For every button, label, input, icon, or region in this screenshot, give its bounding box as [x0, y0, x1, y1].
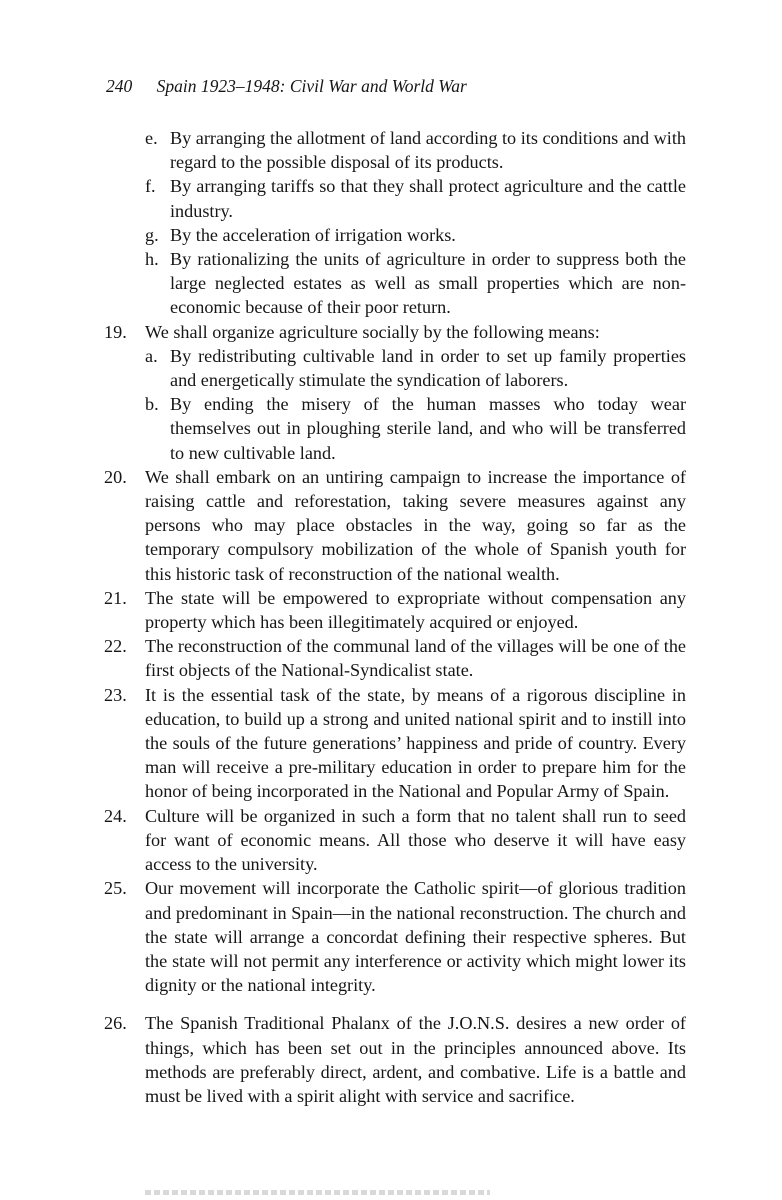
running-title: Spain 1923–1948: Civil War and World War	[156, 76, 467, 96]
point-text: The reconstruction of the communal land of the villages will be one of the first objects of the National-Syndicalist state.	[145, 636, 686, 681]
point-number: 26.	[104, 1013, 127, 1034]
point-text: By redistributing cultivable land in order to set up family properties and energetically stimulate the syndication of laborers.	[170, 345, 686, 391]
point-number: 22.	[104, 636, 127, 657]
point-number: 19.	[104, 321, 127, 342]
sub-point-e	[0, 126, 686, 174]
point-25	[0, 876, 686, 997]
manifesto-points	[0, 126, 782, 1108]
point-label: b.	[145, 394, 159, 415]
point-number: 24.	[104, 805, 127, 826]
point-21	[0, 586, 686, 634]
point-text: By the acceleration of irrigation works.	[170, 224, 456, 245]
point-text: We shall organize agriculture socially by the following means:	[145, 321, 600, 342]
point-22	[0, 634, 686, 682]
point-number: 21.	[104, 587, 127, 608]
point-26	[0, 1011, 686, 1108]
point-text: It is the essential task of the state, by means of a rigorous discipline in education, to build up a strong and united national spirit and to instill into the souls of the future generations’ happiness and pride of country. Every man will receive a pre-military education in order to prepare him for the honor of being incorporated in the National and Popular Army of Spain.	[145, 684, 686, 802]
point-number: 25.	[104, 878, 127, 899]
point-text: By arranging the allotment of land according to its conditions and with regard to the possible disposal of its products.	[170, 128, 686, 173]
running-header	[106, 76, 467, 97]
point-text: By rationalizing the units of agriculture in order to suppress both the large neglected estates as well as small properties which are non-economic because of their poor return.	[170, 249, 686, 318]
point-text: Culture will be organized in such a form that no talent shall run to seed for want of economic means. All those who deserve it will have easy access to the university.	[145, 805, 686, 875]
point-23	[0, 683, 686, 804]
point-label: h.	[145, 249, 159, 270]
page-number: 240	[106, 76, 133, 96]
point-20	[0, 465, 686, 586]
point-text: Our movement will incorporate the Catholic spirit—of glorious tradition and predominant in Spain—in the national reconstruction. The church and the state will arrange a concordat defining their respective spheres. But the state will not permit any interference or activity which might lower its dignity or the national integrity.	[145, 878, 686, 996]
point-text: The state will be empowered to expropriate without compensation any property which has been illegitimately acquired or enjoyed.	[145, 587, 686, 633]
point-text: By arranging tariffs so that they shall protect agriculture and the cattle industry.	[170, 176, 686, 221]
sub-point-f	[0, 174, 686, 222]
point-label: f.	[145, 176, 156, 197]
point-label: a.	[145, 345, 158, 366]
point-text: We shall embark on an untiring campaign to increase the importance of raising cattle and reforestation, taking severe measures against any persons who may place obstacles in the way, going so far as the temporary compulsory mobilization of the whole of Spanish youth for this historic task of reconstruction of the national wealth.	[145, 466, 686, 584]
sub-point-h	[0, 247, 686, 320]
cut-off-next-line	[145, 1190, 490, 1195]
point-label: g.	[145, 224, 159, 245]
point-19	[0, 320, 686, 344]
point-number: 23.	[104, 684, 127, 705]
sub-point-b	[0, 392, 686, 465]
sub-point-a	[0, 344, 686, 392]
point-label: e.	[145, 128, 158, 148]
sub-point-g	[0, 223, 686, 247]
point-number: 20.	[104, 466, 127, 487]
point-text: The Spanish Traditional Phalanx of the J.O.N.S. desires a new order of things, which has been set out in the principles announced above. Its methods are preferably direct, ardent, and combative. Life is a battle and must be lived with a spirit alight with service and sacrifice.	[145, 1013, 686, 1106]
point-24	[0, 804, 686, 877]
point-text: By ending the misery of the human masses who today wear themselves out in ploughing sterile land, and who will be transferred to new cultivable land.	[170, 394, 686, 463]
